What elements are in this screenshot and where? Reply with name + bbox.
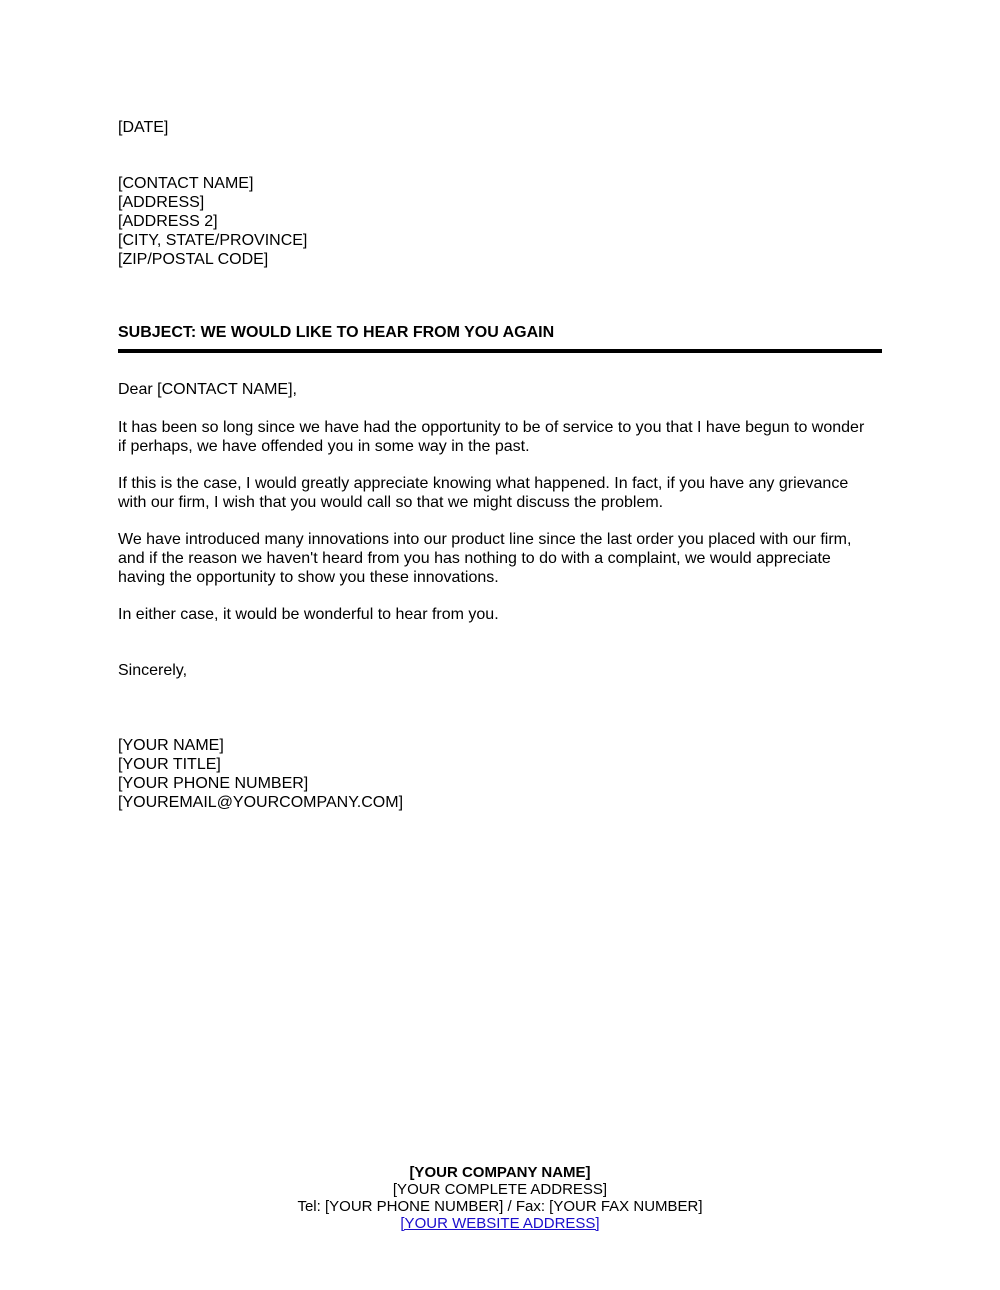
paragraph-line: having the opportunity to show you these innovations. [118,569,499,586]
recipient-address [118,174,888,269]
paragraph-line: and if the reason we haven't heard from you has nothing to do with a complaint, we would appreciate [118,550,831,567]
footer-contact: Tel: [YOUR PHONE NUMBER] / Fax: [YOUR FAX NUMBER] [297,1198,703,1215]
body-paragraph-3 [118,530,888,587]
footer-address: [YOUR COMPLETE ADDRESS] [392,1181,608,1198]
signature-email: [YOUREMAIL@YOURCOMPANY.COM] [118,794,404,811]
recipient-city-state: [CITY, STATE/PROVINCE] [118,232,308,249]
subject-line: SUBJECT: WE WOULD LIKE TO HEAR FROM YOU AGAIN [118,324,555,341]
paragraph-line: with our firm, I wish that you would call so that we might discuss the problem. [118,494,664,511]
date: [DATE] [118,119,169,136]
paragraph-line: If this is the case, I would greatly appreciate knowing what happened. In fact, if you have any grievance [118,475,849,492]
salutation: Dear [CONTACT NAME], [118,381,297,398]
paragraph-line: In either case, it would be wonderful to hear from you. [118,606,499,623]
paragraph-line: if perhaps, we have offended you in some way in the past. [118,438,530,455]
footer-company-name: [YOUR COMPANY NAME] [409,1164,591,1181]
recipient-address-line-1: [ADDRESS] [118,194,205,211]
recipient-address-line-2: [ADDRESS 2] [118,213,218,230]
recipient-postal-code: [ZIP/POSTAL CODE] [118,251,269,268]
paragraph-line: We have introduced many innovations into our product line since the last order you placed with our firm, [118,531,852,548]
body-paragraph-1 [118,418,888,456]
paragraph-line: It has been so long since we have had the opportunity to be of service to you that I have begun to wonder [118,419,865,436]
company-footer [0,1164,1000,1232]
body-paragraph-4 [118,605,888,624]
signature-title: [YOUR TITLE] [118,756,221,773]
subject-divider [118,349,882,353]
body-paragraph-2 [118,474,888,512]
signature-phone: [YOUR PHONE NUMBER] [118,775,309,792]
signature-name: [YOUR NAME] [118,737,224,754]
recipient-name: [CONTACT NAME] [118,175,254,192]
footer-website-link[interactable]: [YOUR WEBSITE ADDRESS] [400,1215,600,1232]
signature-block [118,736,888,812]
closing: Sincerely, [118,662,188,679]
